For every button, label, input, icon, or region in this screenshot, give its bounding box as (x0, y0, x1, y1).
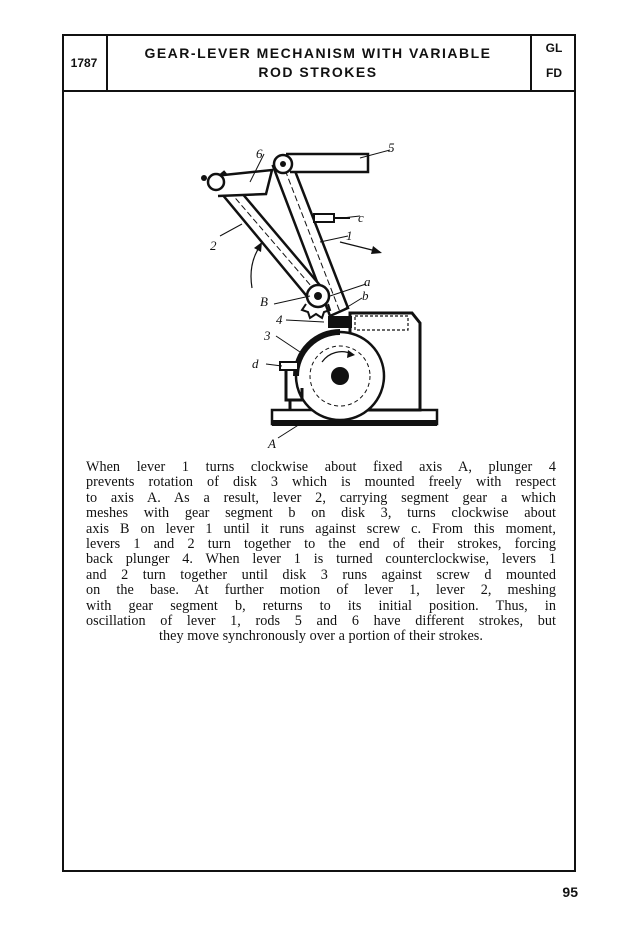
housing-slot (355, 316, 408, 330)
axis-A-hub (331, 367, 349, 385)
caption-line-7: back plunger 4. When lever 1 is turned counterclockwise, levers 1 (86, 551, 556, 568)
screw-d (280, 362, 298, 370)
title-line-2: ROD STROKES (258, 64, 378, 80)
label-b: b (362, 288, 369, 303)
rod-6-pin (208, 174, 224, 190)
caption-line-1: When lever 1 turns clockwise about fixed axis A, plunger 4 (86, 459, 556, 475)
label-c: c (358, 210, 364, 225)
caption-line-3: to axis A. As a result, lever 2, carrying segment gear a which (86, 489, 556, 506)
rod-6-end (201, 175, 207, 181)
caption-text (86, 460, 556, 645)
leader-2 (220, 224, 242, 236)
screw-c (314, 214, 334, 222)
classification-codes (530, 36, 576, 90)
leader-3 (276, 336, 300, 352)
label-3: 3 (264, 328, 271, 343)
lever-1-arrowhead (371, 246, 382, 254)
rod-5 (286, 154, 368, 172)
axis-B (314, 292, 322, 300)
leader-A (278, 424, 300, 438)
caption-line-12: they move synchronously over a portion of their strokes. (159, 628, 483, 645)
label-B: B (260, 294, 268, 309)
caption-line-8: and 2 turn together until disk 3 runs against screw d mounted (86, 566, 556, 583)
mechanism-figure (190, 138, 450, 453)
label-d: d (252, 356, 259, 371)
entry-number: 1787 (62, 36, 108, 90)
base-foot (272, 420, 437, 426)
entry-title (108, 36, 528, 90)
code-gl: GL (545, 41, 563, 55)
label-a: a (364, 274, 371, 289)
label-A: A (268, 436, 276, 451)
label-5: 5 (388, 140, 395, 155)
caption-line-6: levers 1 and 2 turn together to the end of their strokes, forcing (86, 536, 556, 553)
label-2: 2 (210, 238, 217, 253)
lever-2-arrowhead (254, 242, 262, 252)
entry-header (62, 36, 576, 92)
caption-line-10: with gear segment b, returns to its initial position. Thus, in (86, 597, 556, 614)
rod-5-pin-center (280, 161, 286, 167)
lever-2-arrow (251, 246, 260, 288)
caption-line-4: meshes with gear segment b on disk 3, turns clockwise about (86, 505, 556, 522)
caption-line-2: prevents rotation of disk 3 which is mounted freely with respect (86, 474, 556, 491)
page-number: 95 (562, 884, 578, 900)
label-6: 6 (256, 146, 263, 161)
caption-line-11: oscillation of lever 1, rods 5 and 6 have different strokes, but (86, 613, 556, 630)
code-fd: FD (546, 66, 562, 80)
leader-1 (320, 236, 348, 242)
label-4: 4 (276, 312, 283, 327)
leader-4 (286, 320, 324, 322)
plunger-4 (328, 316, 352, 328)
title-line-1: GEAR-LEVER MECHANISM WITH VARIABLE (144, 45, 492, 61)
label-1: 1 (346, 228, 353, 243)
caption-line-9: on the base. At further motion of lever 1, lever 2, meshing (86, 582, 556, 599)
caption-line-5: axis B on lever 1 until it runs against screw c. From this moment, (86, 520, 556, 537)
leader-B (274, 296, 310, 304)
